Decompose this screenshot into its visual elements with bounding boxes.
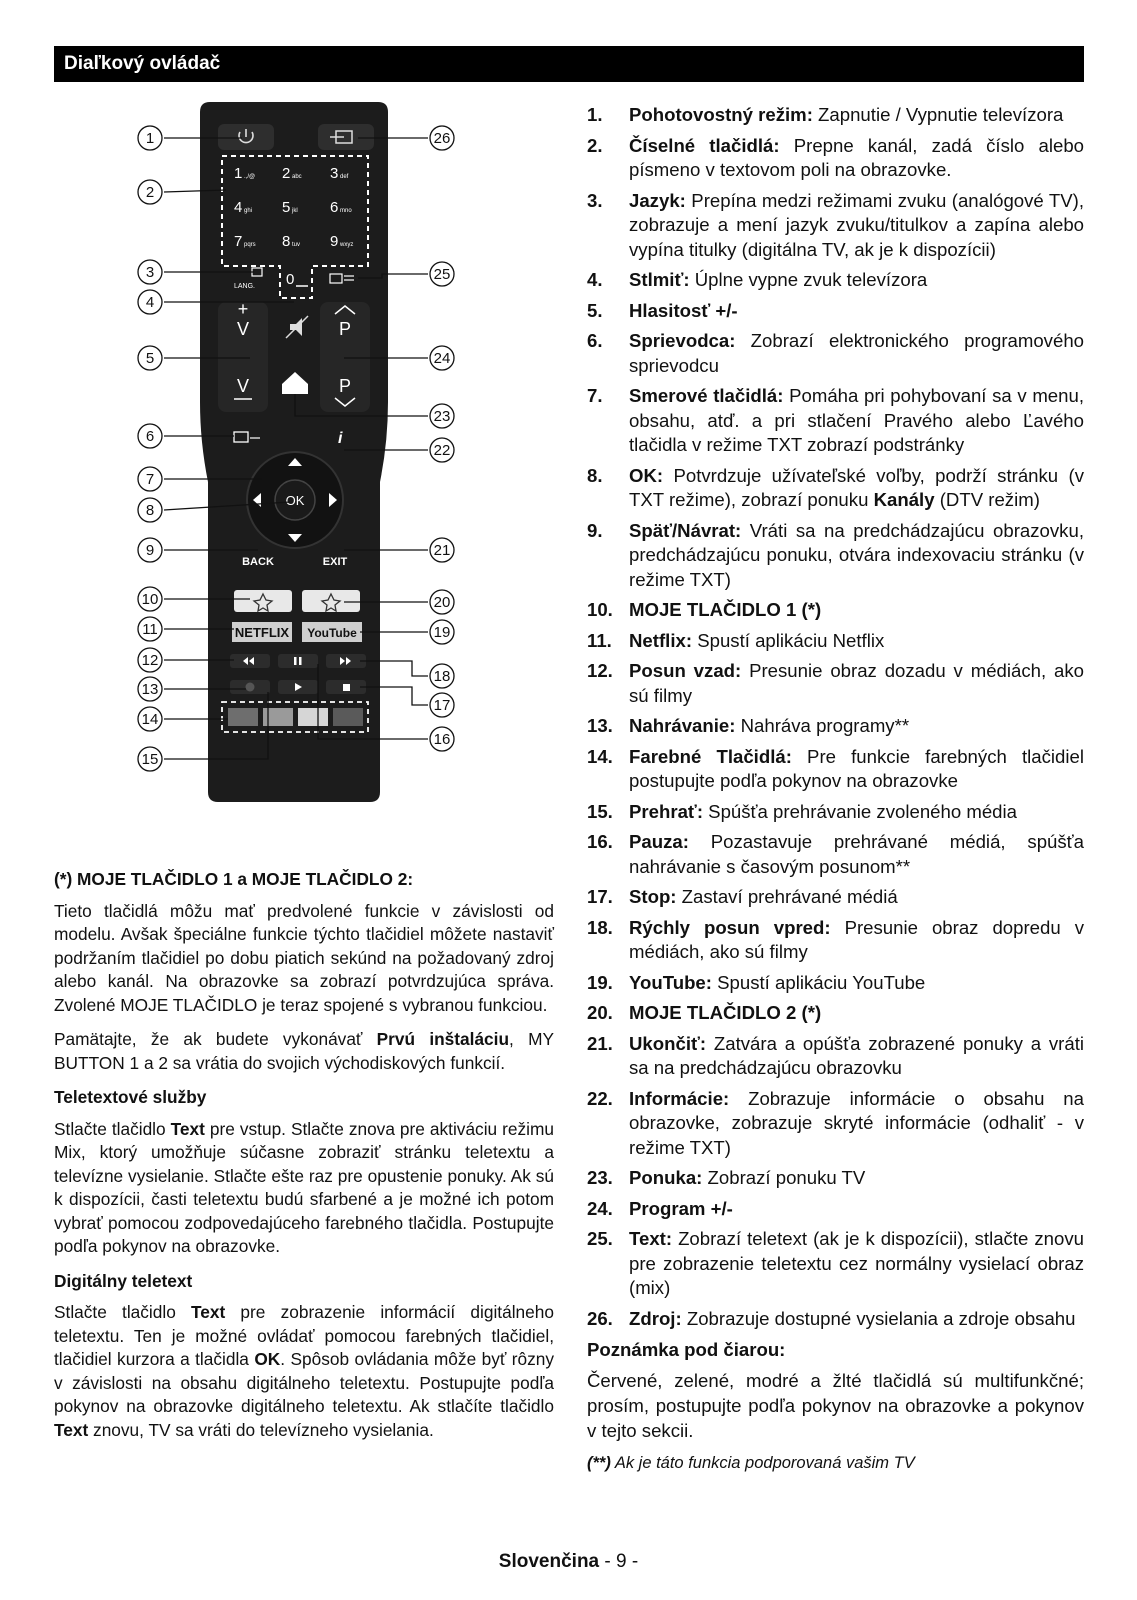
list-item — [587, 971, 1084, 996]
callout-9: 9 — [145, 542, 155, 559]
item-number: 21. — [587, 1032, 613, 1054]
list-item — [587, 1197, 1084, 1222]
svg-text:tuv: tuv — [292, 242, 301, 248]
list-item — [587, 916, 1084, 965]
key-6: 6 — [330, 199, 339, 216]
item-number: 24. — [587, 1197, 613, 1219]
callout-15: 15 — [141, 751, 159, 768]
item-body: Sprievodca: Zobrazí elektronického programového sprievodcu — [629, 330, 1084, 376]
teletext-heading: Teletextové služby — [54, 1087, 207, 1107]
svg-text:jkl: jkl — [292, 208, 298, 214]
list-item — [587, 1227, 1084, 1301]
item-body: Číselné tlačidlá: Prepne kanál, zadá číslo alebo písmeno v textovom poli na obrazovke. — [629, 134, 1085, 180]
svg-text:P: P — [338, 376, 352, 396]
callout-7: 7 — [145, 471, 155, 488]
remote-control-illustration — [130, 102, 490, 822]
item-number: 9. — [587, 519, 603, 541]
item-body: OK: Potvrdzuje užívateľské voľby, podrží stránku (v TXT režime), zobrazí ponuku Kanály (DTV režim) — [629, 464, 1084, 510]
callout-22: 22 — [433, 442, 451, 459]
item-number: 5. — [587, 299, 603, 321]
footnote-text: Červené, zelené, modré a žlté tlačidlá sú multifunkčné; prosím, postupujte podľa pokynov na obrazovke a pokynov v tejto sekcii. — [587, 1370, 1084, 1441]
callout-12: 12 — [141, 652, 159, 669]
item-body: Program +/- — [629, 1197, 733, 1219]
list-item — [587, 134, 1084, 183]
callout-19: 19 — [433, 624, 451, 641]
item-body: Ukončiť: Zatvára a opúšťa zobrazené ponuky a vráti sa na predchádzajúcu obrazovku — [629, 1032, 1084, 1078]
list-item — [587, 268, 1084, 293]
callout-5: 5 — [145, 350, 155, 367]
list-item — [587, 598, 1084, 623]
list-item — [587, 830, 1084, 879]
svg-text:+: + — [237, 299, 249, 319]
item-number: 11. — [587, 629, 612, 651]
item-number: 13. — [587, 715, 613, 736]
callout-17: 17 — [433, 697, 451, 714]
list-item — [587, 629, 1084, 654]
svg-text:pqrs: pqrs — [244, 242, 256, 248]
pause-button — [278, 654, 318, 668]
svg-text:V: V — [236, 376, 250, 396]
item-number: 7. — [587, 385, 603, 406]
item-number: 19. — [587, 971, 613, 993]
list-item — [587, 299, 1084, 324]
item-number: 4. — [587, 269, 603, 290]
item-number: 20. — [587, 1002, 613, 1023]
key-1: 1 — [234, 165, 243, 182]
blue-key — [333, 708, 363, 726]
footnote-section — [587, 1337, 1084, 1476]
footnote-heading: Poznámka pod čiarou: — [587, 1339, 786, 1360]
item-body: Späť/Návrat: Vráti sa na predchádzajúcu obrazovku, predchádzajúcu ponuku, otvára indexovaciu stránku (v režime TXT) — [629, 519, 1084, 590]
teletext-paragraph: Stlačte tlačidlo Text pre vstup. Stlačte znova pre aktiváciu režimu Mix, ktorý umožňuje súčasne zobraziť stránku teletextu a televízne vysielanie. Stlačte ešte raz pre opustenie ponuky. Ak sú k dispozícii, časti teletextu budú sfarbené a je možné ich potom vybrať pomocou zodpovedajúceho farebného tlačidla. Postupujte podľa pokynov na obrazovke. — [54, 1118, 555, 1256]
callout-24: 24 — [433, 350, 451, 367]
item-number: 22. — [587, 1087, 613, 1109]
item-body: Informácie: Zobrazuje informácie o obsahu na obrazovke, zobrazuje skryté informácie (odhaliť - v režime TXT) — [629, 1087, 1084, 1158]
item-body: Nahrávanie: Nahráva programy** — [629, 715, 910, 736]
svg-text:mno: mno — [340, 208, 352, 214]
first-install-paragraph: Pamätajte, že ak budete vykonávať Prvú inštaláciu, MY BUTTON 1 a 2 sa vrátia do svojich východiskových funkcií. — [54, 1029, 554, 1073]
callout-26: 26 — [433, 130, 451, 147]
item-body: Hlasitosť +/- — [629, 299, 738, 321]
list-item — [587, 800, 1084, 825]
item-body: Zdroj: Zobrazuje dostupné vysielania a zdroje obsahu — [629, 1307, 1076, 1329]
list-item — [587, 1166, 1084, 1191]
key-2: 2 — [282, 165, 291, 182]
callout-25: 25 — [433, 266, 451, 283]
item-body: Stop: Zastaví prehrávané médiá — [629, 886, 898, 907]
list-item — [587, 1032, 1084, 1081]
item-number: 1. — [587, 104, 603, 125]
svg-text:def: def — [340, 174, 349, 180]
list-item — [587, 464, 1084, 513]
item-body: Prehrať: Spúšťa prehrávanie zvoleného média — [629, 800, 1017, 822]
source-button — [318, 124, 374, 150]
item-number: 15. — [587, 800, 613, 822]
item-number: 2. — [587, 134, 603, 156]
yellow-key — [298, 708, 328, 726]
item-number: 10. — [587, 599, 613, 620]
item-body: Rýchly posun vpred: Presunie obraz dopredu v médiách, ako sú filmy — [629, 916, 1084, 962]
key-8: 8 — [282, 233, 291, 250]
footer-language: Slovenčina — [498, 1551, 600, 1572]
item-body: Jazyk: Prepína medzi režimami zvuku (analógové TV), zobrazuje a mení jazyk zvuku/titulkov a zapína alebo vypína titulky (digitálna TV, ak je k dispozícii) — [629, 189, 1084, 260]
item-number: 8. — [587, 464, 603, 486]
item-body: Pauza: Pozastavuje prehrávané médiá, spúšťa nahrávanie s časovým posunom** — [629, 831, 1084, 877]
callout-16: 16 — [433, 731, 451, 748]
list-item — [587, 659, 1084, 708]
callout-20: 20 — [433, 594, 451, 611]
item-body: Smerové tlačidlá: Pomáha pri pohybovaní sa v menu, obsahu, atď. a pri stlačení Pravého alebo Ľavého tlačidla v režime TXT zobrazí podstránky — [629, 385, 1084, 455]
callout-2: 2 — [145, 184, 155, 201]
page-footer — [0, 1551, 1137, 1573]
svg-text:YouTube: YouTube — [307, 626, 357, 640]
svg-text:LANG.: LANG. — [234, 283, 256, 290]
item-body: MOJE TLAČIDLO 1 (*) — [629, 599, 822, 620]
item-body: Ponuka: Zobrazí ponuku TV — [629, 1167, 866, 1188]
item-number: 18. — [587, 916, 613, 938]
power-button — [218, 124, 274, 150]
item-body: Pohotovostný režim: Zapnutie / Vypnutie televízora — [629, 104, 1064, 125]
callout-18: 18 — [433, 668, 451, 685]
red-key — [228, 708, 258, 726]
item-body: Farebné Tlačidlá: Pre funkcie farebných tlačidiel postupujte podľa pokynov na obrazovke — [629, 745, 1084, 791]
item-number: 23. — [587, 1167, 613, 1188]
digital-teletext-heading: Digitálny teletext — [54, 1270, 193, 1291]
callout-14: 14 — [141, 711, 159, 728]
list-item — [587, 329, 1084, 378]
list-item — [587, 885, 1084, 910]
svg-text:V: V — [236, 319, 250, 339]
item-number: 26. — [587, 1307, 613, 1329]
item-number: 16. — [587, 831, 613, 852]
digital-teletext-paragraph: Stlačte tlačidlo Text pre zobrazenie informácií digitálneho teletextu. Ten je možné ovládať pomocou farebných tlačidiel, tlačidiel kurzora a tlačidla OK. Spôsob ovládania môže byť rôzny v závislosti na obsahu digitálneho teletextu. Postupujte podľa pokynov na obrazovke digitálneho teletextu. Ak stlačíte tlačidlo Text znovu, TV sa vráti do televízneho vysielania. — [54, 1302, 554, 1440]
callout-10: 10 — [141, 591, 159, 608]
svg-text:P: P — [338, 319, 352, 339]
item-body: MOJE TLAČIDLO 2 (*) — [629, 1002, 822, 1023]
callout-21: 21 — [433, 542, 451, 559]
item-body: Posun vzad: Presunie obraz dozadu v médiách, ako sú filmy — [629, 660, 1085, 706]
callout-3: 3 — [145, 264, 155, 281]
list-item — [587, 1001, 1084, 1026]
key-0: 0 — [286, 271, 295, 288]
exit-button: EXIT — [322, 556, 348, 568]
list-item — [587, 189, 1084, 263]
item-body: Stlmiť: Úplne vypne zvuk televízora — [629, 269, 928, 290]
button-descriptions — [587, 103, 1084, 1484]
list-item — [587, 103, 1084, 128]
info-button: i — [338, 430, 343, 447]
list-item — [587, 519, 1084, 593]
key-9: 9 — [330, 233, 339, 250]
svg-text:NETFLIX: NETFLIX — [234, 625, 290, 640]
item-number: 12. — [587, 660, 613, 681]
my-button-paragraph: Tieto tlačidlá môžu mať predvolené funkcie v závislosti od modelu. Avšak špeciálne funkcie týchto tlačidiel môžete nastaviť podržaním tlačidiel po dobu piatich sekúnd na požadovaný zdroj alebo kanál. Na obrazovke sa zobrazí potvrdzujúca správa. Zvolené MOJE TLAČIDLO je teraz spojené s vybranou funkciou. — [54, 900, 554, 1015]
item-body: Netflix: Spustí aplikáciu Netflix — [629, 629, 885, 651]
item-number: 14. — [587, 745, 613, 767]
key-3: 3 — [330, 165, 339, 182]
list-item — [587, 745, 1084, 794]
list-item — [587, 384, 1084, 458]
page-number: - 9 - — [599, 1551, 639, 1572]
footnote-mark-line: (**) Ak je táto funkcia podporovaná vašim TV — [587, 1454, 915, 1472]
key-4: 4 — [234, 199, 243, 216]
item-number: 6. — [587, 330, 603, 351]
key-7: 7 — [234, 233, 243, 250]
callout-23: 23 — [433, 408, 451, 425]
callout-1: 1 — [145, 130, 155, 147]
back-button: BACK — [242, 556, 274, 568]
callout-4: 4 — [145, 294, 155, 311]
my-button-heading: (*) MOJE TLAČIDLO 1 a MOJE TLAČIDLO 2: — [54, 869, 414, 889]
item-body: YouTube: Spustí aplikáciu YouTube — [629, 971, 926, 993]
item-number: 25. — [587, 1228, 613, 1249]
callout-6: 6 — [145, 428, 155, 445]
list-item — [587, 1087, 1084, 1161]
svg-text:OK: OK — [285, 493, 305, 508]
list-item — [587, 1307, 1084, 1332]
item-number: 3. — [587, 189, 603, 211]
item-body: Text: Zobrazí teletext (ak je k dispozícii), stlačte znovu pre zobrazenie teletextu cez normálny vysielací obraz (mix) — [629, 1228, 1084, 1298]
svg-text:abc: abc — [292, 174, 302, 180]
svg-text:.,/@: .,/@ — [244, 174, 256, 180]
item-number: 17. — [587, 886, 613, 907]
callout-13: 13 — [141, 681, 159, 698]
list-item — [587, 714, 1084, 739]
section-header: Diaľkový ovládač — [54, 46, 1084, 82]
svg-text:ghi: ghi — [244, 208, 253, 214]
callout-8: 8 — [145, 502, 155, 519]
callout-11: 11 — [142, 621, 158, 638]
svg-text:wxyz: wxyz — [340, 242, 354, 248]
left-column — [54, 868, 554, 1453]
key-5: 5 — [282, 199, 291, 216]
